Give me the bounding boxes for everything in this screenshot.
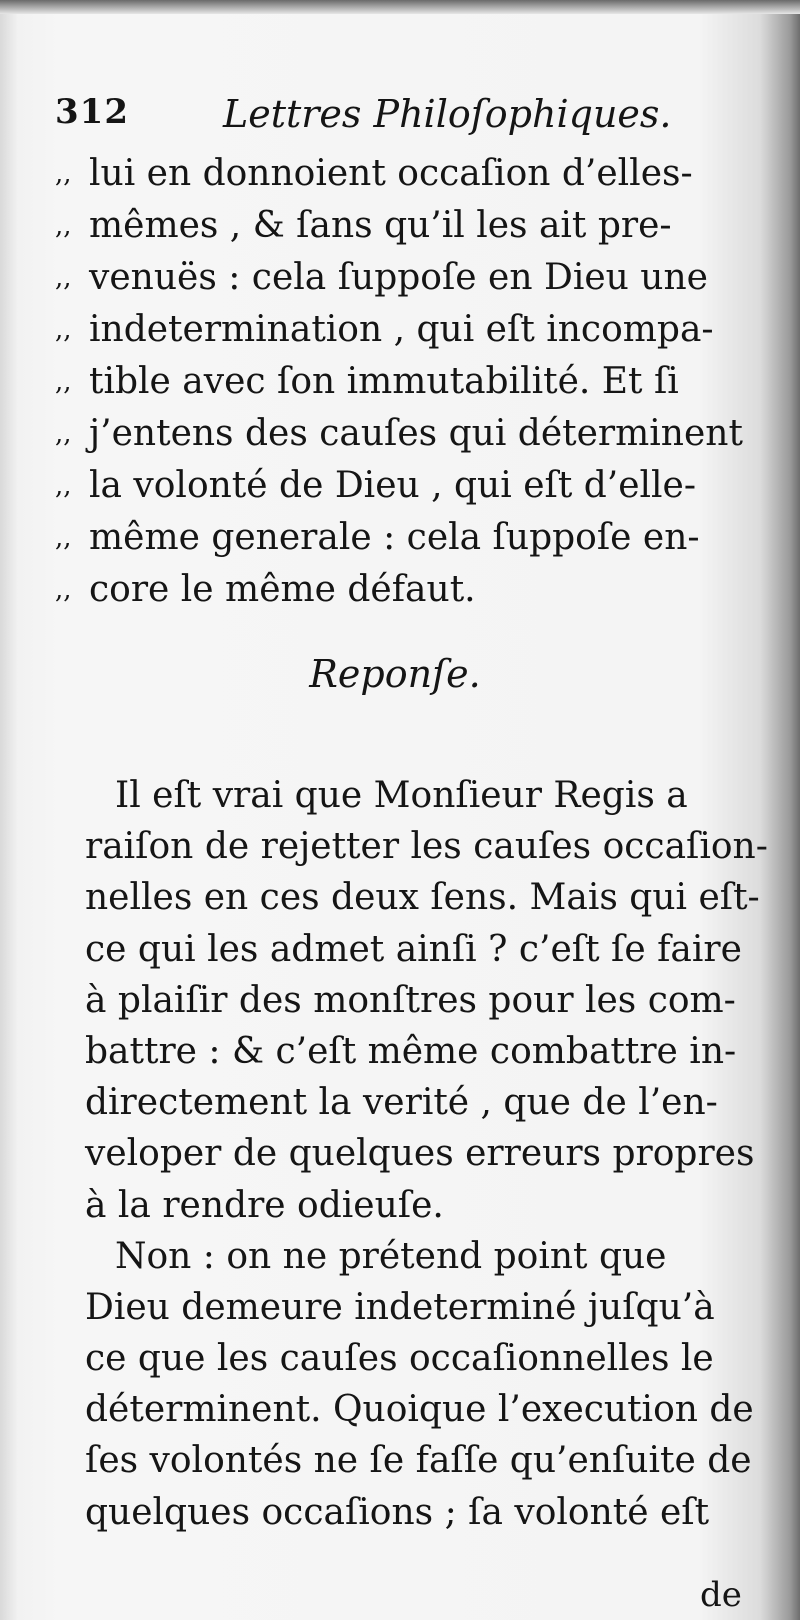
quoted-passage (55, 148, 745, 616)
quoted-line-text: indetermination , qui eſt incompa- (89, 309, 714, 350)
quote-mark: ,, (55, 367, 72, 397)
body-line: déterminent. Quoique l’execution de (85, 1389, 754, 1431)
body-line: battre : & c’eſt même combattre in- (85, 1030, 737, 1072)
quoted-line (55, 148, 745, 200)
section-heading: Reponſe. (309, 652, 481, 696)
body-line: ce qui les admet ainſi ? c’eſt ſe faire (85, 928, 742, 970)
quote-mark: ,, (55, 211, 72, 241)
quoted-line-text: même generale : cela ſuppoſe en- (89, 517, 700, 558)
quote-mark: ,, (55, 575, 72, 605)
quoted-line (55, 304, 745, 356)
page-number: 312 (55, 92, 129, 132)
body-line: ſes volontés ne ſe faſſe qu’enſuite de (85, 1440, 752, 1482)
quoted-line (55, 356, 745, 408)
quoted-line-text: la volonté de Dieu , qui eſt d’elle- (89, 465, 697, 506)
body-line: veloper de quelques erreurs propres (85, 1133, 755, 1175)
quoted-line-text: venuës : cela ſuppoſe en Dieu une (89, 257, 708, 298)
quote-mark: ,, (55, 159, 72, 189)
quoted-line-text: j’entens des cauſes qui déterminent (89, 413, 743, 454)
quoted-line-text: core le même défaut. (89, 569, 476, 610)
body-line: Non : on ne prétend point que (115, 1235, 667, 1277)
quoted-line-text: tible avec ſon immutabilité. Et ſi (89, 361, 679, 402)
quoted-line (55, 564, 745, 616)
quoted-line (55, 200, 745, 252)
body-line: à la rendre odieuſe. (85, 1184, 444, 1226)
quoted-line (55, 460, 745, 512)
body-line: quelques occaſions ; ſa volonté eſt (85, 1491, 710, 1533)
quoted-line-text: mêmes , & ſans qu’il les ait pre- (89, 205, 672, 246)
body-line: directement la verité , que de l’en- (85, 1082, 718, 1124)
quote-mark: ,, (55, 523, 72, 553)
body-line: ce que les cauſes occaſionnelles le (85, 1338, 714, 1380)
page-header (55, 92, 755, 142)
body-line: raiſon de rejetter les cauſes occaſion- (85, 826, 768, 868)
body-line: nelles en ces deux ſens. Mais qui eſt- (85, 877, 760, 919)
body-line: Dieu demeure indeterminé juſqu’à (85, 1286, 715, 1328)
quote-mark: ,, (55, 263, 72, 293)
running-title: Lettres Philoſophiques. (223, 92, 672, 136)
catchword: de (700, 1575, 742, 1615)
body-line: Il eſt vrai que Monſieur Regis a (115, 775, 688, 816)
body-text (85, 770, 768, 1538)
quoted-line (55, 408, 745, 460)
body-line: à plaiſir des monſtres pour les com- (85, 979, 736, 1021)
quoted-line (55, 252, 745, 304)
quote-mark: ,, (55, 419, 72, 449)
quote-mark: ,, (55, 315, 72, 345)
quoted-line-text: lui en donnoient occaſion d’elles- (89, 153, 693, 194)
quoted-line (55, 512, 745, 564)
quote-mark: ,, (55, 471, 72, 501)
